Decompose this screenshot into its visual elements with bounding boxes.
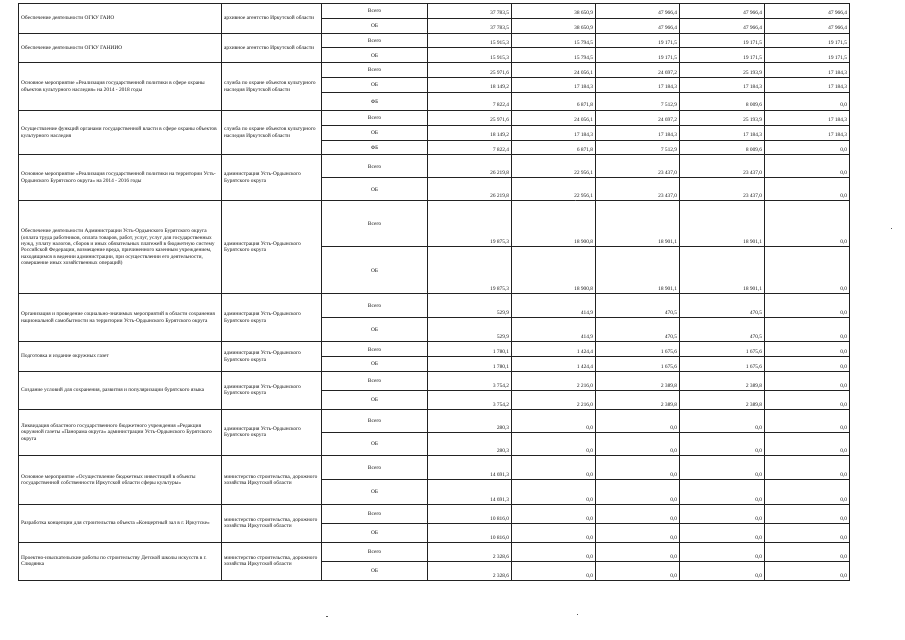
year-value-cell: 470,5: [596, 294, 680, 318]
year-value-cell: 0,0: [596, 479, 680, 504]
year-value-cell: 19 875,3: [428, 201, 512, 247]
year-value-cell: 0,0: [765, 294, 850, 318]
year-value-cell: 470,5: [680, 318, 765, 342]
year-value-cell: 0,0: [596, 455, 680, 479]
year-value-cell: 6 871,8: [512, 92, 596, 110]
year-value-cell: 18 901,1: [596, 201, 680, 247]
year-value-cell: 0,0: [680, 561, 765, 580]
year-value-cell: 14 691,3: [428, 455, 512, 479]
year-value-cell: 1 675,6: [680, 357, 765, 372]
budget-table: [18, 3, 850, 581]
table-row: [19, 294, 850, 318]
year-value-cell: 18 901,1: [680, 201, 765, 247]
year-value-cell: 26 219,8: [428, 155, 512, 178]
year-value-cell: 0,0: [765, 92, 850, 110]
year-value-cell: 0,0: [596, 409, 680, 432]
year-value-cell: 0,0: [680, 479, 765, 504]
executor-cell: администрация Усть-Ордынского Бурятского округа: [222, 155, 322, 201]
activity-name-cell: Основное мероприятие «Осуществление бюджетных инвестиций в объекты государственной собственности Иркутской области сферы культуры»: [19, 455, 222, 504]
activity-name-cell: Организация и проведение социально-значимых мероприятий в области сохранения национальной самобытности на территории Усть-Ордынского Бурятского округа: [19, 294, 222, 342]
year-value-cell: 22 956,1: [512, 178, 596, 201]
year-value-cell: 25 971,6: [428, 110, 512, 125]
funding-source-cell: ОБ: [322, 561, 428, 580]
year-value-cell: 7 822,4: [428, 92, 512, 110]
year-value-cell: 24 056,1: [512, 110, 596, 125]
year-value-cell: 38 650,9: [512, 4, 596, 19]
year-value-cell: 1 780,1: [428, 357, 512, 372]
year-value-cell: 0,0: [512, 432, 596, 455]
year-value-cell: 0,0: [680, 432, 765, 455]
executor-cell: архивное агентство Иркутской области: [222, 4, 322, 34]
table-row: [19, 201, 850, 247]
activity-name-cell: Подготовка и издание окружных газет: [19, 342, 222, 372]
year-value-cell: 7 512,9: [596, 92, 680, 110]
year-value-cell: 0,0: [765, 504, 850, 523]
year-value-cell: 0,0: [765, 342, 850, 357]
year-value-cell: 47 966,4: [765, 4, 850, 19]
year-value-cell: 7 822,4: [428, 140, 512, 155]
executor-cell: администрация Усть-Ордынского Бурятского округа: [222, 201, 322, 294]
year-value-cell: 0,0: [765, 542, 850, 561]
funding-source-cell: ОБ: [322, 18, 428, 33]
year-value-cell: 2 328,6: [428, 561, 512, 580]
year-value-cell: 18 900,8: [512, 201, 596, 247]
activity-name-cell: Основное мероприятие «Реализация государственной политики на территории Усть-Ордынского Бурятского округа» на 2014 - 2016 годы: [19, 155, 222, 201]
table-row: [19, 33, 850, 48]
year-value-cell: 0,0: [765, 178, 850, 201]
year-value-cell: 0,0: [512, 409, 596, 432]
funding-source-cell: Всего: [322, 294, 428, 318]
year-value-cell: 17 184,3: [765, 78, 850, 93]
table-row: [19, 504, 850, 523]
year-value-cell: 38 650,9: [512, 18, 596, 33]
year-value-cell: 15 794,5: [512, 33, 596, 48]
executor-cell: архивное агентство Иркутской области: [222, 33, 322, 63]
year-value-cell: 2 389,8: [596, 371, 680, 390]
year-value-cell: 19 171,5: [680, 33, 765, 48]
year-value-cell: 25 193,9: [680, 110, 765, 125]
funding-source-cell: Всего: [322, 409, 428, 432]
year-value-cell: 19 171,5: [765, 33, 850, 48]
year-value-cell: 47 966,4: [680, 4, 765, 19]
funding-source-cell: ФБ: [322, 92, 428, 110]
year-value-cell: 25 193,9: [680, 63, 765, 78]
table-row: [19, 409, 850, 432]
year-value-cell: 0,0: [765, 140, 850, 155]
year-value-cell: 0,0: [765, 371, 850, 390]
year-value-cell: 24 697,2: [596, 110, 680, 125]
year-value-cell: 18 149,2: [428, 125, 512, 140]
funding-source-cell: Всего: [322, 542, 428, 561]
funding-source-cell: ОБ: [322, 523, 428, 542]
year-value-cell: 1 424,4: [512, 342, 596, 357]
funding-source-cell: ОБ: [322, 125, 428, 140]
funding-source-cell: Всего: [322, 455, 428, 479]
year-value-cell: 26 219,8: [428, 178, 512, 201]
year-value-cell: 2 389,8: [596, 390, 680, 409]
year-value-cell: 19 875,3: [428, 247, 512, 294]
funding-source-cell: ФБ: [322, 140, 428, 155]
year-value-cell: 47 966,4: [765, 18, 850, 33]
year-value-cell: 3 754,2: [428, 390, 512, 409]
year-value-cell: 1 675,6: [596, 342, 680, 357]
year-value-cell: 280,3: [428, 409, 512, 432]
year-value-cell: 47 966,4: [680, 18, 765, 33]
year-value-cell: 17 184,3: [765, 63, 850, 78]
table-row: [19, 542, 850, 561]
year-value-cell: 19 171,5: [765, 48, 850, 63]
year-value-cell: 17 184,3: [765, 125, 850, 140]
year-value-cell: 23 437,0: [596, 155, 680, 178]
table-row: [19, 63, 850, 78]
funding-source-cell: ОБ: [322, 318, 428, 342]
year-value-cell: 25 971,6: [428, 63, 512, 78]
year-value-cell: 15 794,5: [512, 48, 596, 63]
scan-speck: [575, 200, 576, 201]
year-value-cell: 0,0: [596, 542, 680, 561]
year-value-cell: 19 171,5: [596, 33, 680, 48]
executor-cell: администрация Усть-Ордынского Бурятского округа: [222, 294, 322, 342]
year-value-cell: 14 691,3: [428, 479, 512, 504]
funding-source-cell: ОБ: [322, 390, 428, 409]
year-value-cell: 37 783,5: [428, 18, 512, 33]
executor-cell: служба по охране объектов культурного наследия Иркутской области: [222, 110, 322, 154]
year-value-cell: 1 675,6: [680, 342, 765, 357]
table-row: [19, 455, 850, 479]
year-value-cell: 10 816,0: [428, 523, 512, 542]
year-value-cell: 0,0: [765, 390, 850, 409]
year-value-cell: 23 437,0: [596, 178, 680, 201]
year-value-cell: 0,0: [765, 455, 850, 479]
year-value-cell: 10 816,0: [428, 504, 512, 523]
table-row: [19, 342, 850, 357]
year-value-cell: 0,0: [512, 561, 596, 580]
executor-cell: министерство строительства, дорожного хозяйства Иркутской области: [222, 542, 322, 580]
table-row: [19, 155, 850, 178]
executor-cell: администрация Усть-Ордынского Бурятского округа: [222, 409, 322, 455]
year-value-cell: 22 956,1: [512, 155, 596, 178]
year-value-cell: 47 966,4: [596, 4, 680, 19]
funding-source-cell: ОБ: [322, 247, 428, 294]
year-value-cell: 19 171,5: [680, 48, 765, 63]
funding-source-cell: Всего: [322, 33, 428, 48]
funding-source-cell: ОБ: [322, 48, 428, 63]
year-value-cell: 1 675,6: [596, 357, 680, 372]
year-value-cell: 3 754,2: [428, 371, 512, 390]
year-value-cell: 0,0: [765, 479, 850, 504]
year-value-cell: 0,0: [512, 455, 596, 479]
year-value-cell: 17 184,3: [680, 125, 765, 140]
funding-source-cell: Всего: [322, 201, 428, 247]
year-value-cell: 280,3: [428, 432, 512, 455]
year-value-cell: 470,5: [680, 294, 765, 318]
executor-cell: министерство строительства, дорожного хозяйства Иркутской области: [222, 455, 322, 504]
year-value-cell: 8 009,6: [680, 140, 765, 155]
year-value-cell: 0,0: [765, 155, 850, 178]
year-value-cell: 0,0: [512, 523, 596, 542]
year-value-cell: 17 184,3: [596, 125, 680, 140]
funding-source-cell: Всего: [322, 110, 428, 125]
year-value-cell: 0,0: [765, 318, 850, 342]
year-value-cell: 24 056,1: [512, 63, 596, 78]
year-value-cell: 0,0: [765, 201, 850, 247]
activity-name-cell: Обеспечение деятельности ОГКУ ГАНИИО: [19, 33, 222, 63]
activity-name-cell: Обеспечение деятельности ОГКУ ГАИО: [19, 4, 222, 34]
year-value-cell: 18 901,1: [596, 247, 680, 294]
funding-source-cell: ОБ: [322, 178, 428, 201]
year-value-cell: 24 697,2: [596, 63, 680, 78]
activity-name-cell: Создание условий для сохранения, развития и популяризации бурятского языка: [19, 371, 222, 409]
year-value-cell: 23 437,0: [680, 155, 765, 178]
year-value-cell: 414,9: [512, 318, 596, 342]
scan-speck: [326, 616, 328, 617]
year-value-cell: 0,0: [765, 432, 850, 455]
year-value-cell: 0,0: [596, 523, 680, 542]
year-value-cell: 0,0: [680, 409, 765, 432]
funding-source-cell: Всего: [322, 504, 428, 523]
year-value-cell: 8 009,6: [680, 92, 765, 110]
year-value-cell: 2 389,8: [680, 390, 765, 409]
activity-name-cell: Разработка концепции для строительства объекта «Концертный зал в г. Иркутске»: [19, 504, 222, 542]
year-value-cell: 2 389,8: [680, 371, 765, 390]
year-value-cell: 0,0: [680, 455, 765, 479]
table-row: [19, 4, 850, 19]
funding-source-cell: Всего: [322, 4, 428, 19]
executor-cell: администрация Усть-Ордынского Бурятского округа: [222, 371, 322, 409]
funding-source-cell: Всего: [322, 342, 428, 357]
scan-speck: [577, 614, 578, 615]
year-value-cell: 470,5: [596, 318, 680, 342]
year-value-cell: 18 901,1: [680, 247, 765, 294]
year-value-cell: 18 900,8: [512, 247, 596, 294]
year-value-cell: 18 149,2: [428, 78, 512, 93]
executor-cell: служба по охране объектов культурного наследия Иркутской области: [222, 63, 322, 111]
year-value-cell: 7 512,9: [596, 140, 680, 155]
year-value-cell: 414,9: [512, 294, 596, 318]
year-value-cell: 0,0: [596, 504, 680, 523]
year-value-cell: 0,0: [596, 432, 680, 455]
year-value-cell: 0,0: [765, 247, 850, 294]
funding-source-cell: ОБ: [322, 479, 428, 504]
funding-source-cell: ОБ: [322, 432, 428, 455]
year-value-cell: 2 216,0: [512, 371, 596, 390]
activity-name-cell: Ликвидация областного государственного бюджетного учреждения «Редакция окружной газеты «Панорама округа» администрации Усть-Ордынского Бурятского округа: [19, 409, 222, 455]
activity-name-cell: Основное мероприятие «Реализация государственной политики в сфере охраны объектов культурного наследия» на 2014 - 2018 годы: [19, 63, 222, 111]
year-value-cell: 37 783,5: [428, 4, 512, 19]
activity-name-cell: Осуществление функций органами государственной власти в сфере охраны объектов культурного наследия: [19, 110, 222, 154]
funding-source-cell: ОБ: [322, 357, 428, 372]
year-value-cell: 19 171,5: [596, 48, 680, 63]
year-value-cell: 17 184,3: [596, 78, 680, 93]
year-value-cell: 23 437,0: [680, 178, 765, 201]
year-value-cell: 0,0: [765, 523, 850, 542]
activity-name-cell: Обеспечение деятельности Администрации Усть-Ордынского Бурятского округа (оплата труда работников, оплата товаров, работ, услуг, услуг для государственных нужд, уплату налогов, сборов и иных обязательных платежей в бюджетную систему Российской Федерации, возмещение вреда, причиненного казенным учреждением, находящимся в ведении администрации, при осуществлении его деятельности, совершение иных хозяйственных операций): [19, 201, 222, 294]
year-value-cell: 17 184,3: [680, 78, 765, 93]
year-value-cell: 0,0: [680, 504, 765, 523]
year-value-cell: 1 424,4: [512, 357, 596, 372]
year-value-cell: 47 966,4: [596, 18, 680, 33]
table-row: [19, 110, 850, 125]
year-value-cell: 15 915,3: [428, 33, 512, 48]
year-value-cell: 0,0: [765, 409, 850, 432]
activity-name-cell: Проектно-изыскательские работы по строительству Детской школы искусств в г. Слюдянка: [19, 542, 222, 580]
year-value-cell: 0,0: [765, 561, 850, 580]
funding-source-cell: Всего: [322, 155, 428, 178]
year-value-cell: 2 328,6: [428, 542, 512, 561]
year-value-cell: 529,9: [428, 318, 512, 342]
year-value-cell: 529,9: [428, 294, 512, 318]
year-value-cell: 0,0: [512, 542, 596, 561]
funding-source-cell: ОБ: [322, 78, 428, 93]
year-value-cell: 6 871,8: [512, 140, 596, 155]
year-value-cell: 0,0: [512, 504, 596, 523]
year-value-cell: 15 915,3: [428, 48, 512, 63]
funding-source-cell: Всего: [322, 63, 428, 78]
year-value-cell: 0,0: [596, 561, 680, 580]
scan-speck: [891, 228, 892, 229]
year-value-cell: 17 184,3: [512, 125, 596, 140]
executor-cell: министерство строительства, дорожного хозяйства Иркутской области: [222, 504, 322, 542]
year-value-cell: 17 184,3: [765, 110, 850, 125]
year-value-cell: 0,0: [765, 357, 850, 372]
year-value-cell: 1 780,1: [428, 342, 512, 357]
year-value-cell: 17 184,3: [512, 78, 596, 93]
year-value-cell: 2 216,0: [512, 390, 596, 409]
year-value-cell: 0,0: [680, 523, 765, 542]
year-value-cell: 0,0: [512, 479, 596, 504]
table-row: [19, 371, 850, 390]
executor-cell: администрация Усть-Ордынского Бурятского округа: [222, 342, 322, 372]
funding-source-cell: Всего: [322, 371, 428, 390]
year-value-cell: 0,0: [680, 542, 765, 561]
